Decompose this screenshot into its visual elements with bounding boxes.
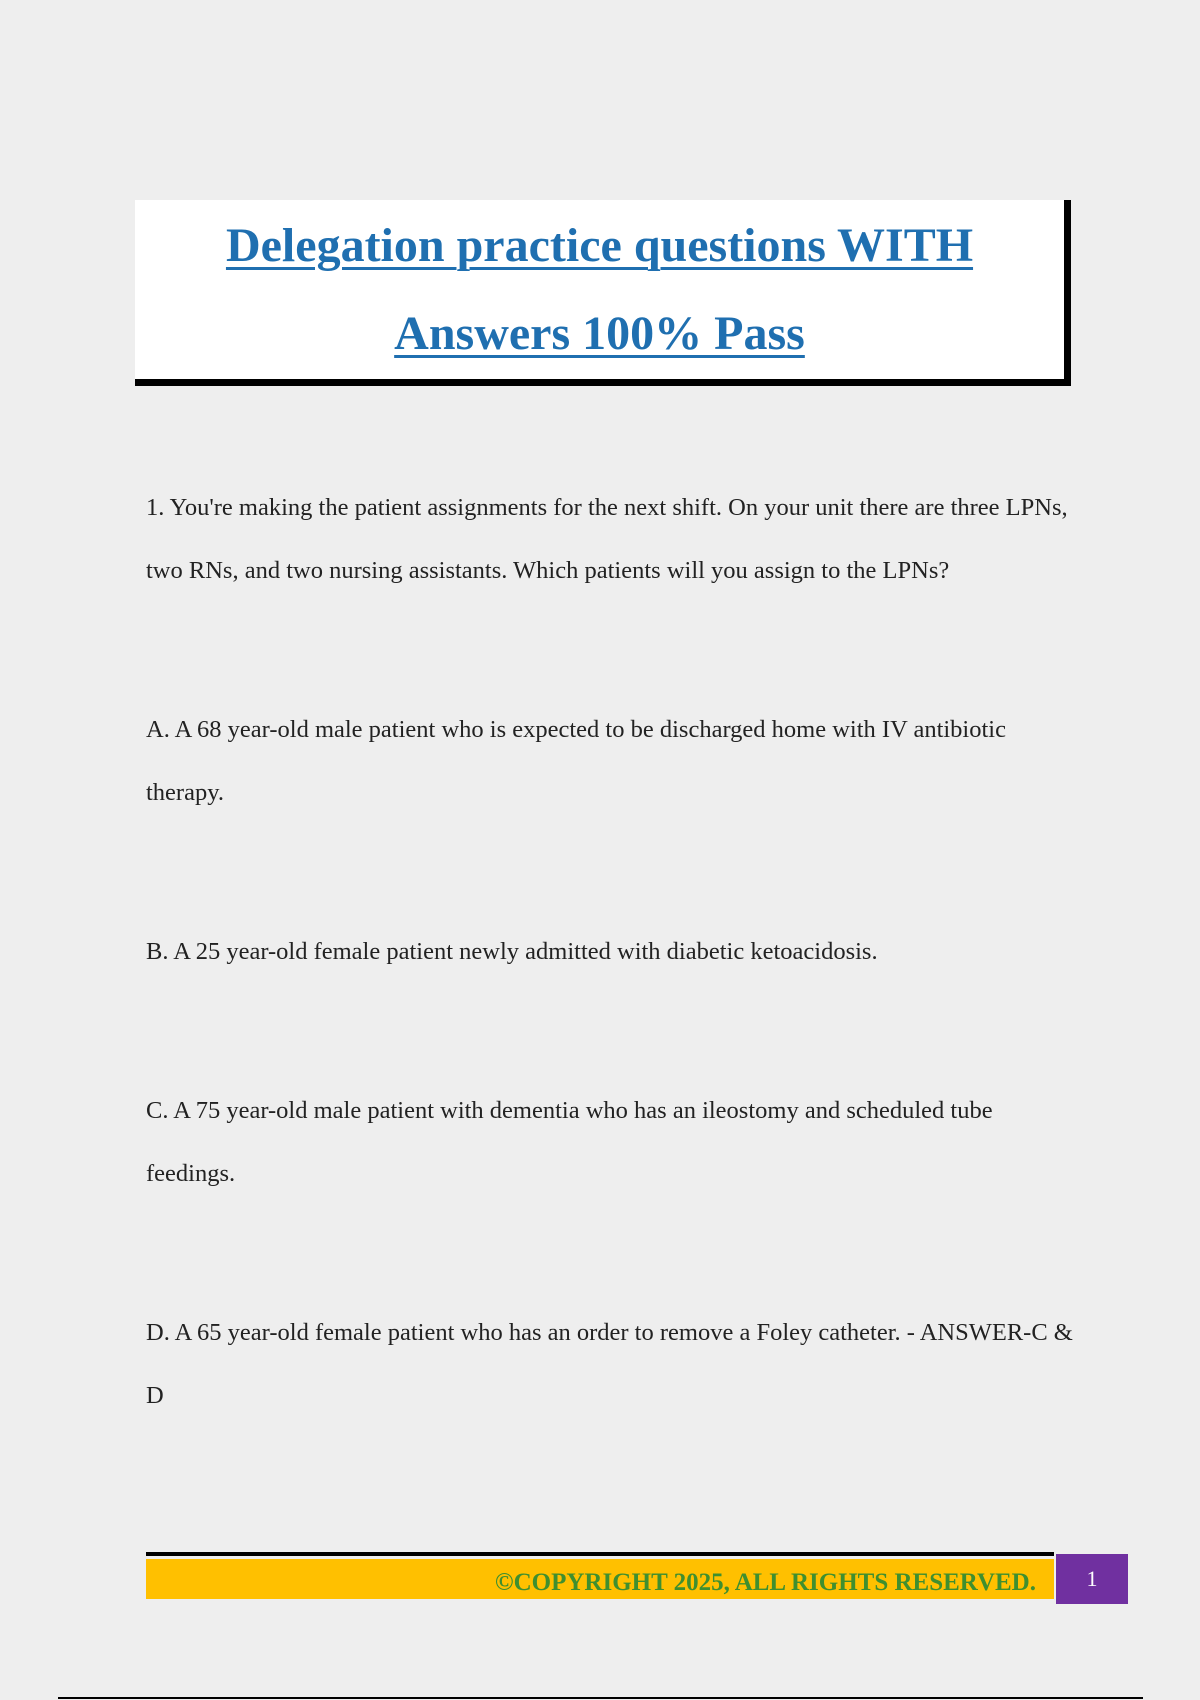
- question-content: [146, 476, 1076, 1427]
- document-title-line-1: Delegation practice questions WITH: [225, 218, 974, 272]
- page-number: 1: [1056, 1554, 1128, 1604]
- option-a: A. A 68 year-old male patient who is expected to be discharged home with IV antibiotic therapy.: [146, 716, 1006, 806]
- option-d-with-answer: D. A 65 year-old female patient who has an order to remove a Foley catheter. - ANSWER-C & D: [146, 1319, 1073, 1409]
- title-box: [135, 200, 1071, 386]
- footer-divider: [146, 1552, 1054, 1556]
- option-c: C. A 75 year-old male patient with dementia who has an ileostomy and scheduled tube feedings.: [146, 1097, 993, 1187]
- option-b: B. A 25 year-old female patient newly admitted with diabetic ketoacidosis.: [146, 938, 878, 965]
- copyright-bar: [146, 1559, 1054, 1599]
- copyright-text: ©COPYRIGHT 2025, ALL RIGHTS RESERVED.: [494, 1569, 1036, 1596]
- document-title-line-2: Answers 100% Pass: [394, 306, 805, 360]
- bottom-divider: [58, 1697, 1143, 1699]
- question-text: 1. You're making the patient assignments for the next shift. On your unit there are three LPNs, two RNs, and two nursing assistants. Which patients will you assign to the LPNs?: [146, 494, 1068, 584]
- page-footer: [146, 1552, 1128, 1604]
